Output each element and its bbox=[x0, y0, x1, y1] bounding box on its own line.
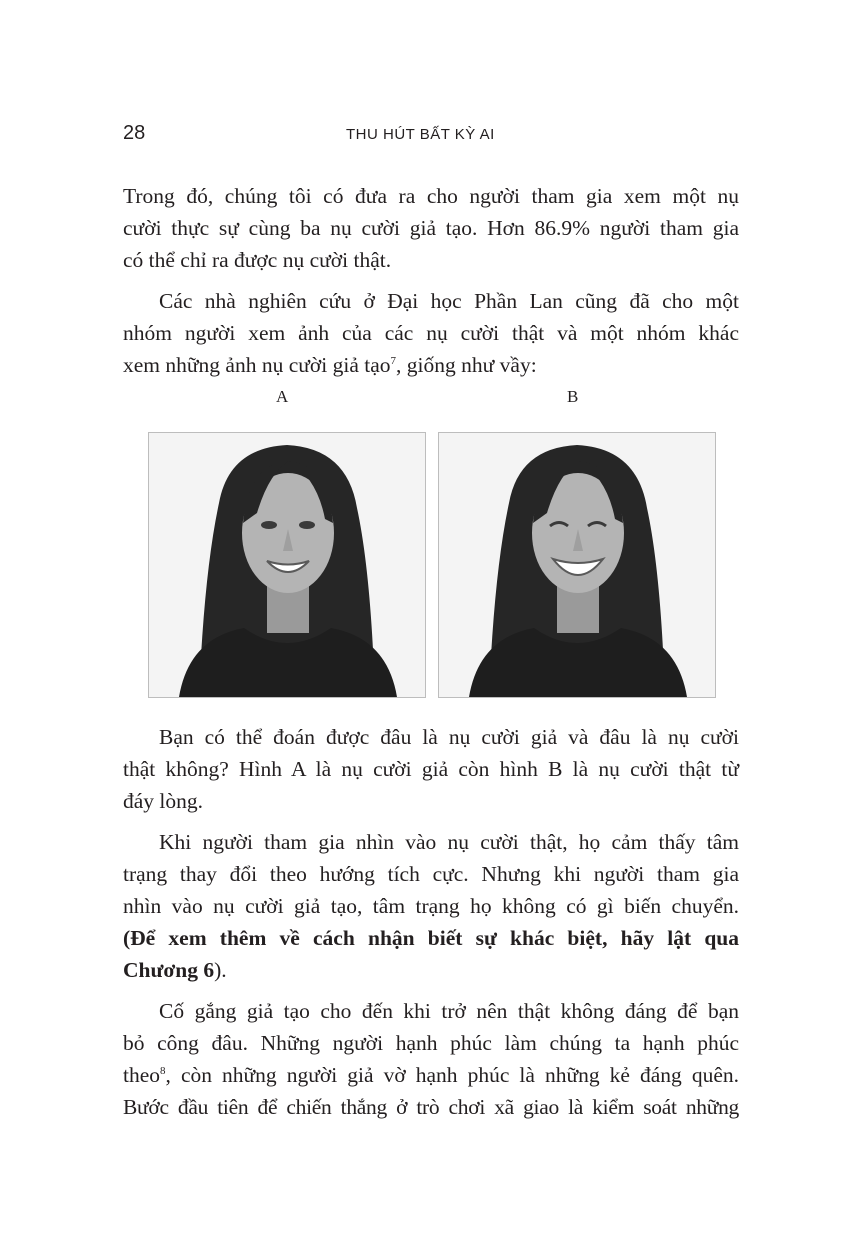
text-line: nhìn vào nụ cười giả tạo, tâm trạng họ không có gì biến chuyển. bbox=[123, 894, 739, 918]
text-line: thật không? Hình A là nụ cười giả còn hình B là nụ cười thật từ bbox=[123, 757, 739, 781]
text-line: nhóm người xem ảnh của các nụ cười thật và một nhóm khác bbox=[123, 321, 739, 345]
text-line: cười thực sự cùng ba nụ cười giả tạo. Hơn 86.9% người tham gia bbox=[123, 216, 739, 240]
text-line: Bước đầu tiên để chiến thắng ở trò chơi xã giao là kiểm soát những bbox=[123, 1095, 739, 1119]
text-segment: , còn những người giả vờ hạnh phúc là những kẻ đáng quên. bbox=[165, 1063, 739, 1087]
text-segment: xem những ảnh nụ cười giả tạo bbox=[123, 353, 391, 377]
page-number: 28 bbox=[123, 122, 146, 144]
paragraph-4 bbox=[123, 826, 739, 986]
text-line bbox=[123, 954, 739, 986]
footnote-ref: 7 bbox=[390, 354, 397, 367]
figure-label-a: A bbox=[276, 387, 289, 406]
photo-smiling-woman-icon bbox=[439, 433, 715, 697]
text-line: Khi người tham gia nhìn vào nụ cười thật, họ cảm thấy tâm bbox=[159, 830, 739, 854]
text-line: đáy lòng. bbox=[123, 789, 204, 813]
text-line: Bạn có thể đoán được đâu là nụ cười giả và đâu là nụ cười bbox=[159, 725, 739, 749]
text-line bbox=[123, 349, 739, 381]
text-line bbox=[123, 1059, 739, 1091]
text-line: Các nhà nghiên cứu ở Đại học Phần Lan cũng đã cho một bbox=[159, 289, 739, 313]
text-segment: theo bbox=[123, 1063, 161, 1087]
photo-a bbox=[148, 432, 426, 698]
text-line: Cố gắng giả tạo cho đến khi trở nên thật không đáng để bạn bbox=[159, 999, 739, 1023]
running-title: THU HÚT BẤT KỲ AI bbox=[346, 126, 495, 143]
text-line: trạng thay đổi theo hướng tích cực. Nhưng khi người tham gia bbox=[123, 862, 739, 886]
text-line: có thể chỉ ra được nụ cười thật. bbox=[123, 248, 392, 272]
paragraph-3 bbox=[123, 721, 739, 817]
photo-smiling-woman-icon bbox=[149, 433, 425, 697]
text-segment: , giống như vầy: bbox=[396, 353, 537, 377]
paragraph-2 bbox=[123, 285, 739, 381]
footnote-ref: 8 bbox=[160, 1064, 166, 1077]
photo-b bbox=[438, 432, 716, 698]
text-line-bold bbox=[123, 922, 739, 954]
bold-text: (Để xem thêm về cách nhận biết sự khác biệt, hãy lật qua bbox=[123, 926, 739, 950]
text-line: Trong đó, chúng tôi có đưa ra cho người tham gia xem một nụ bbox=[123, 184, 739, 208]
paragraph-5 bbox=[123, 995, 739, 1123]
text-segment: ). bbox=[214, 958, 227, 982]
figure-label-b: B bbox=[567, 387, 579, 406]
paragraph-1 bbox=[123, 180, 739, 276]
text-line: bỏ công đâu. Những người hạnh phúc làm chúng ta hạnh phúc bbox=[123, 1031, 739, 1055]
bold-text: Chương 6 bbox=[123, 958, 215, 982]
